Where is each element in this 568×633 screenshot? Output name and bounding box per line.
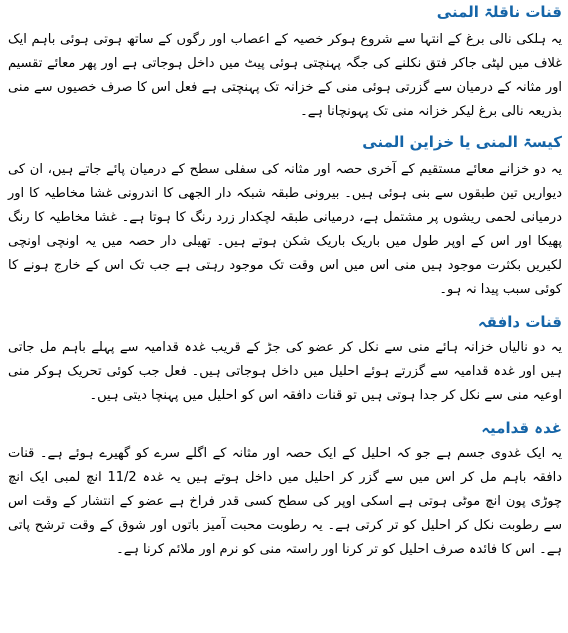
- section-paragraph: یہ ایک غدوی جسم ہے جو کہ احلیل کے ایک حصہ اور مثانہ کے اگلے سرے کو گھیرے ہوئے ہے۔ قنات دافقہ باہم مل کر اس میں سے گزر کر احلیل میں داخل ہوتے ہیں یہ غدہ 11/2 انچ لمبی ایک انچ چوڑی پون انچ موٹی ہوتی ہے اسکی اوپر کی سطح کسی قدر فراخ ہے عضو کے انتشار کے وقت اس سے رطوبت نکل کر احلیل کو تر کرتی ہے۔ یہ رطوبت محبت آمیز باتوں اور شوق کے وقت ترشح پاتی ہے۔ اس کا فائدہ صرف احلیل کو تر کرنا اور راستہ منی کو نرم اور ملائم کرنا ہے۔: [8, 446, 563, 557]
- section-kisat-al-mani: [8, 132, 562, 302]
- section-heading: قنات دافقہ: [477, 313, 562, 331]
- section-paragraph: یہ دو نالیاں خزانہ ہائے منی سے نکل کر عضو کی جڑ کے قریب غدہ قدامیہ سے پہلے باہم مل جاتی ہیں اور غدہ قدامیہ سے گزرتے ہوئے احلیل میں داخل ہوجاتی ہیں۔ فعل جب کوئی تحریک ہوکر منی اوعیہ منی سے نکل کر جدا ہوتی ہیں تو قنات دافقہ اس کو احلیل میں پہنچا دیتی ہیں۔: [8, 340, 562, 403]
- section-qanat-naqila: [8, 0, 562, 124]
- section-paragraph: یہ دو خزانے معائے مستقیم کے آخری حصہ اور مثانہ کی سفلی سطح کے درمیان پائے جاتے ہیں، ان کی دیواریں تین طبقوں سے بنی ہوئی ہیں۔ بیرونی طبقہ شبکہ دار الجھی کا اندرونی غشا مخاطیہ کا اور درمیانی لحمی ریشوں پر مشتمل ہے، درمیانی طبقہ لچکدار زرد رنگ کا ہوتا ہے۔ غشا مخاطیہ کا رنگ پھیکا اور اس کے اوپر طول میں باریک باریک شکن ہوتے ہیں۔ تھیلی دار حصہ میں یہ اونچی اونچی لکیریں بکثرت موجود ہیں منی اس میں اس وقت تک موجود رہتی ہے جب تک اس کے خارج ہونے کا کوئی سبب پیدا نہ ہو۔: [8, 162, 562, 297]
- section-heading: قنات ناقلۃ المنی: [436, 3, 562, 21]
- section-heading: غدہ قدامیہ: [481, 419, 562, 437]
- section-qanat-dafiqa: [8, 312, 562, 408]
- section-heading: کیسۃ المنی یا خزاین المنی: [362, 133, 562, 151]
- section-paragraph: یہ ہلکی نالی برغ کے انتہا سے شروع ہوکر خصیہ کے اعصاب اور رگوں کے ساتھ ہوتی ہوئی باہم ایک غلاف میں لپٹی جاکر فتق نکلنے کی جگہ پہنچتی ہوئی پیٹ میں داخل ہوجاتی ہے اور پھر معائے تقسیم اور مثانہ کے درمیان سے گزرتی ہوئی منی کے خزانہ تک پہنچتی ہے فعل اس کا صرف خصیوں سے منی بذریعہ نالی برغ لیکر خزانہ منی تک پہونچانا ہے۔: [8, 32, 562, 119]
- section-ghudda-qudamiya: [8, 418, 562, 562]
